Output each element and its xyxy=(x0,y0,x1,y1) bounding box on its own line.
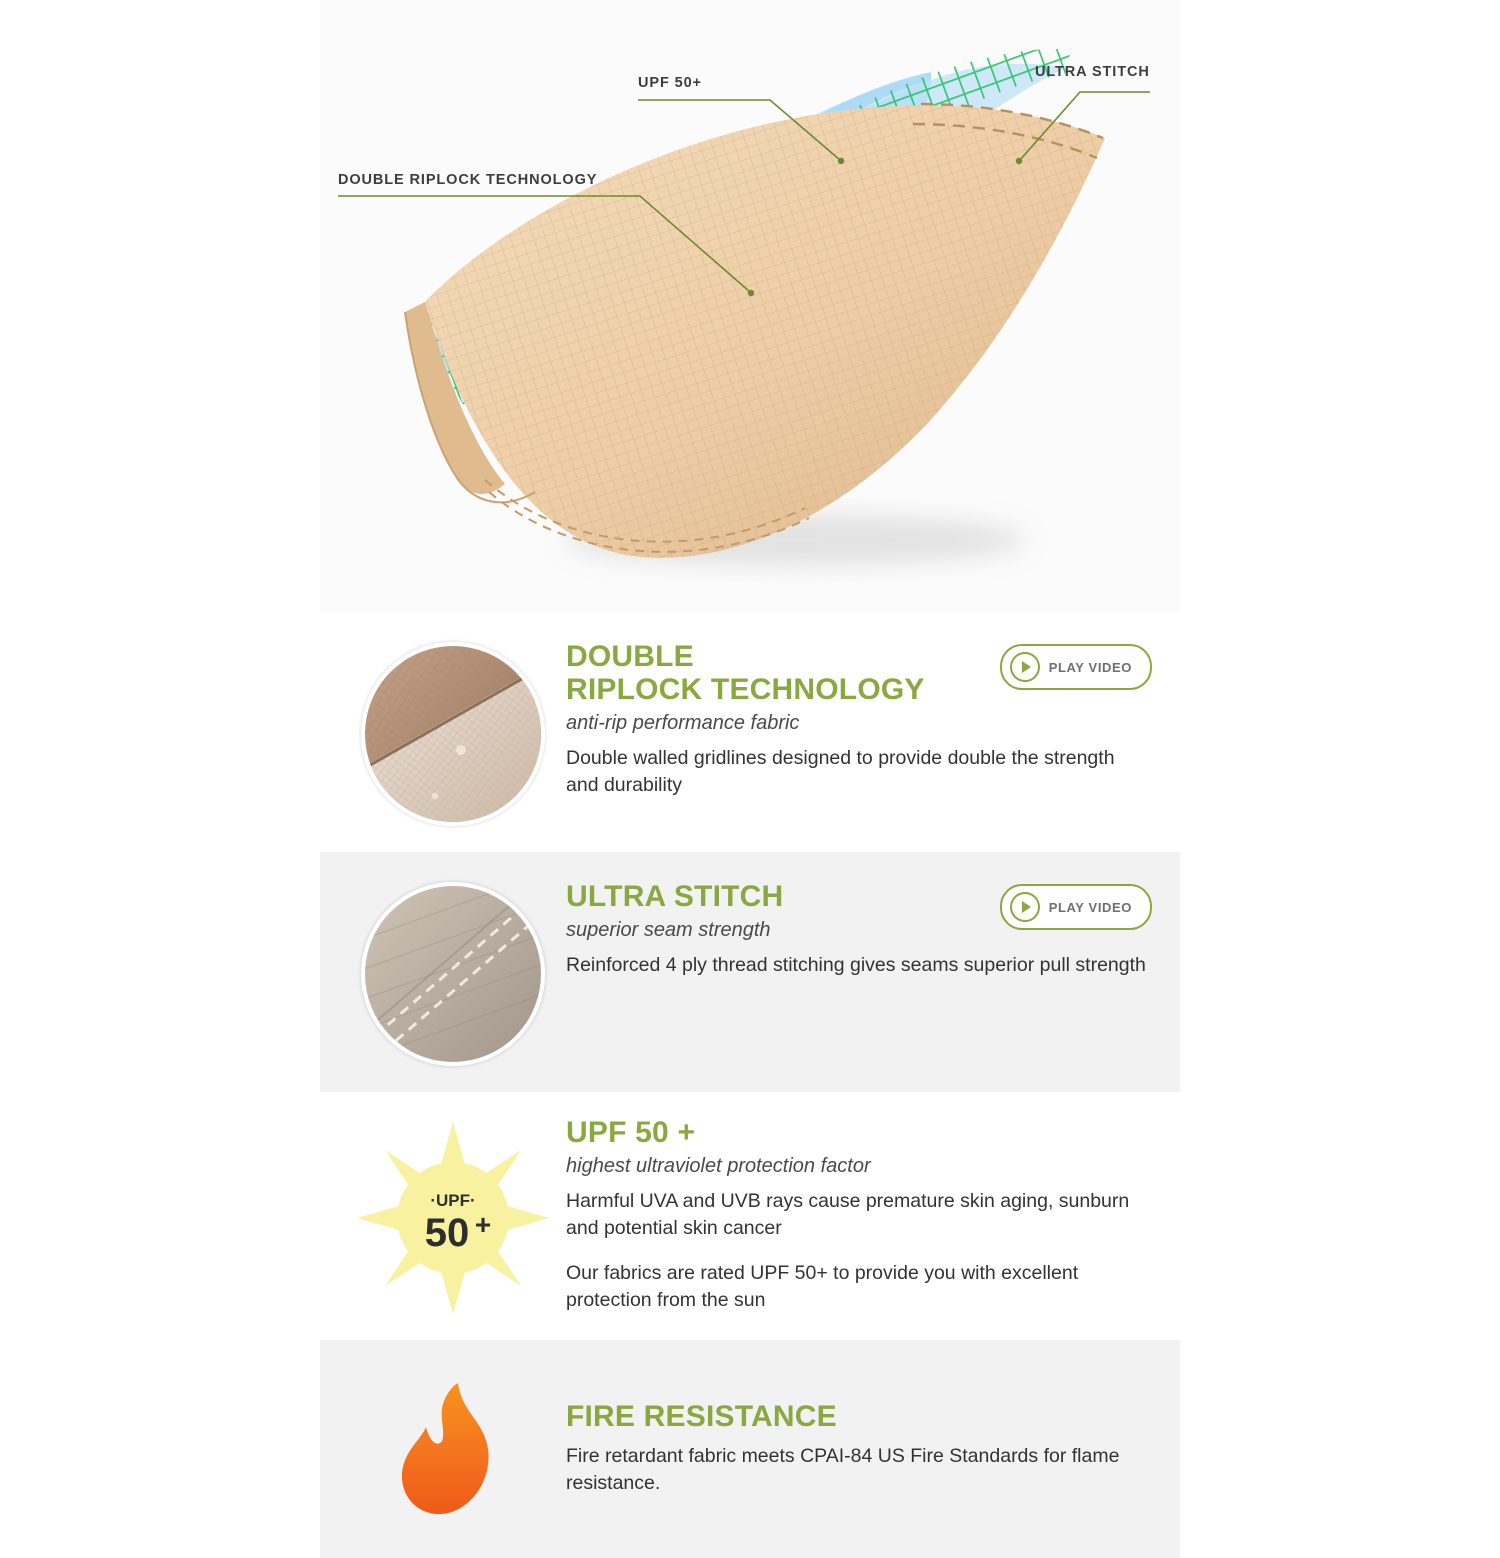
stitching-closeup-image xyxy=(365,886,541,1062)
callout-double-riplock: DOUBLE RIPLOCK TECHNOLOGY xyxy=(338,172,598,188)
feature-title-line1: DOUBLE xyxy=(566,640,694,673)
feature-media xyxy=(348,638,558,826)
play-video-button-double-riplock[interactable] xyxy=(1000,644,1152,690)
sun-badge-plus: + xyxy=(474,1209,492,1240)
play-video-button-ultra-stitch[interactable] xyxy=(1000,884,1152,930)
feature-body: Harmful UVA and UVB rays cause premature skin aging, sunburn and potential skin cancer xyxy=(566,1190,1130,1239)
sun-icon-graphic xyxy=(353,1118,553,1318)
feature-body-secondary: Our fabrics are rated UPF 50+ to provide you with excellent protection from the sun xyxy=(566,1262,1079,1311)
feature-text xyxy=(558,1398,1150,1497)
feature-body: Reinforced 4 ply thread stitching gives seams superior pull strength xyxy=(566,954,1146,976)
feature-title: FIRE RESISTANCE xyxy=(566,1399,837,1433)
callout-ultra-stitch: ULTRA STITCH xyxy=(1035,64,1150,80)
stitching-closeup-photo xyxy=(361,882,545,1066)
sun-icon xyxy=(353,1118,553,1318)
play-video-label: PLAY VIDEO xyxy=(1048,899,1132,915)
feature-subtitle: superior seam strength xyxy=(566,919,771,941)
feature-title: ULTRA STITCH xyxy=(566,880,784,913)
fabric-layers-illustration xyxy=(320,0,1180,612)
feature-media xyxy=(348,1370,558,1524)
feature-row-fire-resistance xyxy=(320,1340,1180,1558)
flame-icon-graphic xyxy=(388,1379,518,1519)
fabric-closeup-image xyxy=(365,646,541,822)
feature-media xyxy=(348,878,558,1066)
play-icon xyxy=(1010,652,1040,682)
fabric-closeup-photo xyxy=(361,642,545,826)
feature-body: Fire retardant fabric meets CPAI-84 US Fire Standards for flame resistance. xyxy=(566,1444,1120,1494)
content-column xyxy=(320,0,1180,1500)
play-icon xyxy=(1010,892,1040,922)
feature-media xyxy=(348,1114,558,1318)
feature-row-ultra-stitch xyxy=(320,852,1180,1092)
sun-badge-upf-label: ·UPF· xyxy=(430,1191,476,1210)
play-video-label: PLAY VIDEO xyxy=(1048,659,1132,675)
feature-row-upf-50 xyxy=(320,1092,1180,1340)
hero-diagram xyxy=(320,0,1180,612)
feature-subtitle: highest ultraviolet protection factor xyxy=(566,1155,871,1177)
feature-title-line2: RIPLOCK TECHNOLOGY xyxy=(566,673,925,706)
sun-badge-value: 50 xyxy=(424,1211,470,1255)
callout-upf: UPF 50+ xyxy=(638,75,702,91)
feature-text xyxy=(558,1114,1150,1314)
feature-row-double-riplock xyxy=(320,612,1180,852)
flame-icon xyxy=(373,1374,533,1524)
feature-body: Double walled gridlines designed to provide double the strength and durability xyxy=(566,747,1115,796)
feature-subtitle: anti-rip performance fabric xyxy=(566,712,800,734)
feature-title: UPF 50 + xyxy=(566,1116,696,1149)
